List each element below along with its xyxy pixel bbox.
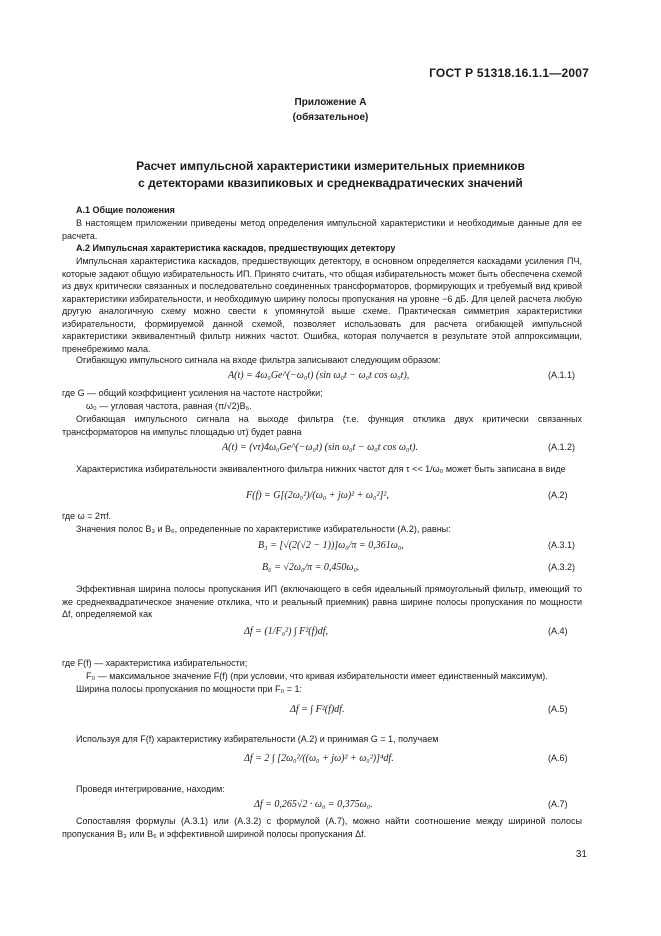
equation-a7: Δf = 0,265√2 · ω₀ = 0,375ω₀.	[254, 799, 373, 810]
f0-definition: F₀ — максимальное значение F(f) (при условии, что кривая избирательности имеет единственный максимум).	[86, 671, 548, 681]
page-number: 31	[575, 849, 587, 860]
equation-a6: Δf = 2 ∫ [2ω₀²/((ω₀ + jω)² + ω₀²)]⁴df.	[244, 753, 394, 764]
where-ff-text: где F(f) — характеристика избирательности;	[62, 658, 248, 668]
equation-a5-label: (А.5)	[548, 704, 568, 714]
equation-a32-label: (А.3.2)	[548, 562, 576, 572]
page-title-line1: Расчет импульсной характеристики измерительных приемников	[136, 159, 525, 173]
equation-a2-label: (А.2)	[548, 490, 568, 500]
equation-a12: A(t) = (vτ)4ω₀Ge^(−ω₀t) (sin ω₀t − ω₀t cos ω₀t).	[222, 442, 418, 453]
equation-a12-label: (А.1.2)	[548, 442, 576, 452]
section-a1-text: В настоящем приложении приведены метод определения импульсной характеристики и необходимые данные для ее расчета.	[62, 218, 582, 241]
section-a1-heading: А.1 Общие положения	[76, 205, 175, 215]
equation-a31: B₃ = [√(2(√2 − 1))]ω₀/π = 0,361ω₀,	[258, 540, 404, 551]
omega0-definition: ω₀ — угловая частота, равная (π/√2)B₆.	[86, 401, 252, 411]
appendix-title: Приложение А	[294, 97, 367, 108]
equation-a2: F(f) = G[(2ω₀²)/(ω₀ + jω)² + ω₀²]²,	[246, 490, 389, 501]
integrating-text: Проведя интегрирование, находим:	[76, 784, 225, 794]
equation-a6-label: (А.6)	[548, 753, 568, 763]
equation-a31-label: (А.3.1)	[548, 540, 576, 550]
equation-a7-label: (А.7)	[548, 799, 568, 809]
envelope-in-text: Огибающую импульсного сигнала на входе фильтра записывают следующим образом:	[76, 355, 441, 365]
equation-a32: B₆ = √2ω₀/π = 0,450ω₀.	[262, 562, 360, 573]
comparison-text: Сопоставляя формулы (А.3.1) или (А.3.2) с формулой (А.7), можно найти соотношение между шириной полосы пропускания B₃ или B₆ и эффективной шириной полосы пропускания Δf.	[62, 816, 582, 839]
where-g-text: где G — общий коэффициент усиления на частоте настройки;	[62, 388, 323, 398]
section-a2-text: Импульсная характеристика каскадов, предшествующих детектору, в основном определяется каскадами усиления ПЧ, которые задают общую избирательность ИП. Принято считать, что общая избирательность может быть обеспечена схемой из двух критически связанных и последовательно соединенных трансформаторов, формирующих и требуемый вид кривой характеристики избирательности, и необходимую ширину полосы пропускания на уровне −6 дБ. Для целей расчета любую другую аналогичную схему можно свести к упомянутой выше схеме. Практическая симметрия характеристики избирательности, формируемой данной схемой, позволяет использовать для расчета огибающей импульсной характеристики эквивалентный фильтр нижних частот. Ошибка, которая получается в результате этой аппроксимации, пренебрежимо мала.	[62, 256, 582, 354]
equation-a4-label: (А.4)	[548, 626, 568, 636]
bandwidths-text: Значения полос B₃ и B₆, определенные по характеристике избирательности (А.2), равны:	[76, 524, 451, 534]
section-a2-heading: А.2 Импульсная характеристика каскадов, предшествующих детектору	[76, 243, 396, 253]
equation-a4: Δf = (1/F₀²) ∫ F²(f)df,	[244, 626, 328, 637]
using-text: Используя для F(f) характеристику избирательности (А.2) и принимая G = 1, получаем	[76, 734, 439, 744]
standard-number: ГОСТ Р 51318.16.1.1—2007	[429, 66, 589, 80]
equation-a5: Δf = ∫ F²(f)df.	[290, 704, 345, 715]
where-omega-text: где ω = 2πf.	[62, 511, 112, 521]
equation-a11: A(t) = 4ω₀Ge^(−ω₀t) (sin ω₀t − ω₀t cos ω₀t),	[228, 370, 410, 381]
appendix-status: (обязательное)	[292, 112, 369, 123]
envelope-out-text: Огибающая импульсного сигнала на выходе фильтра (т.е. функция отклика двух критически связанных трансформаторов на импульс площадью υτ) будет равна	[62, 414, 582, 437]
equation-a11-label: (А.1.1)	[548, 370, 576, 380]
effective-bandwidth-text: Эффективная ширина полосы пропускания ИП (включающего в себя идеальный прямоугольный фильтр, имеющий то же среднеквадратическое значение отклика, что и реальный приемник) равна ширине полосы пропускания по мощности Δf, определяемой как	[62, 584, 582, 619]
lowpass-text: Характеристика избирательности эквивалентного фильтра нижних частот для τ << 1/ω₀ может быть записана в виде	[76, 464, 566, 474]
power-bandwidth-text: Ширина полосы пропускания по мощности при F₀ = 1:	[76, 684, 302, 694]
page-title-line2: с детекторами квазипиковых и среднеквадратических значений	[138, 176, 523, 190]
